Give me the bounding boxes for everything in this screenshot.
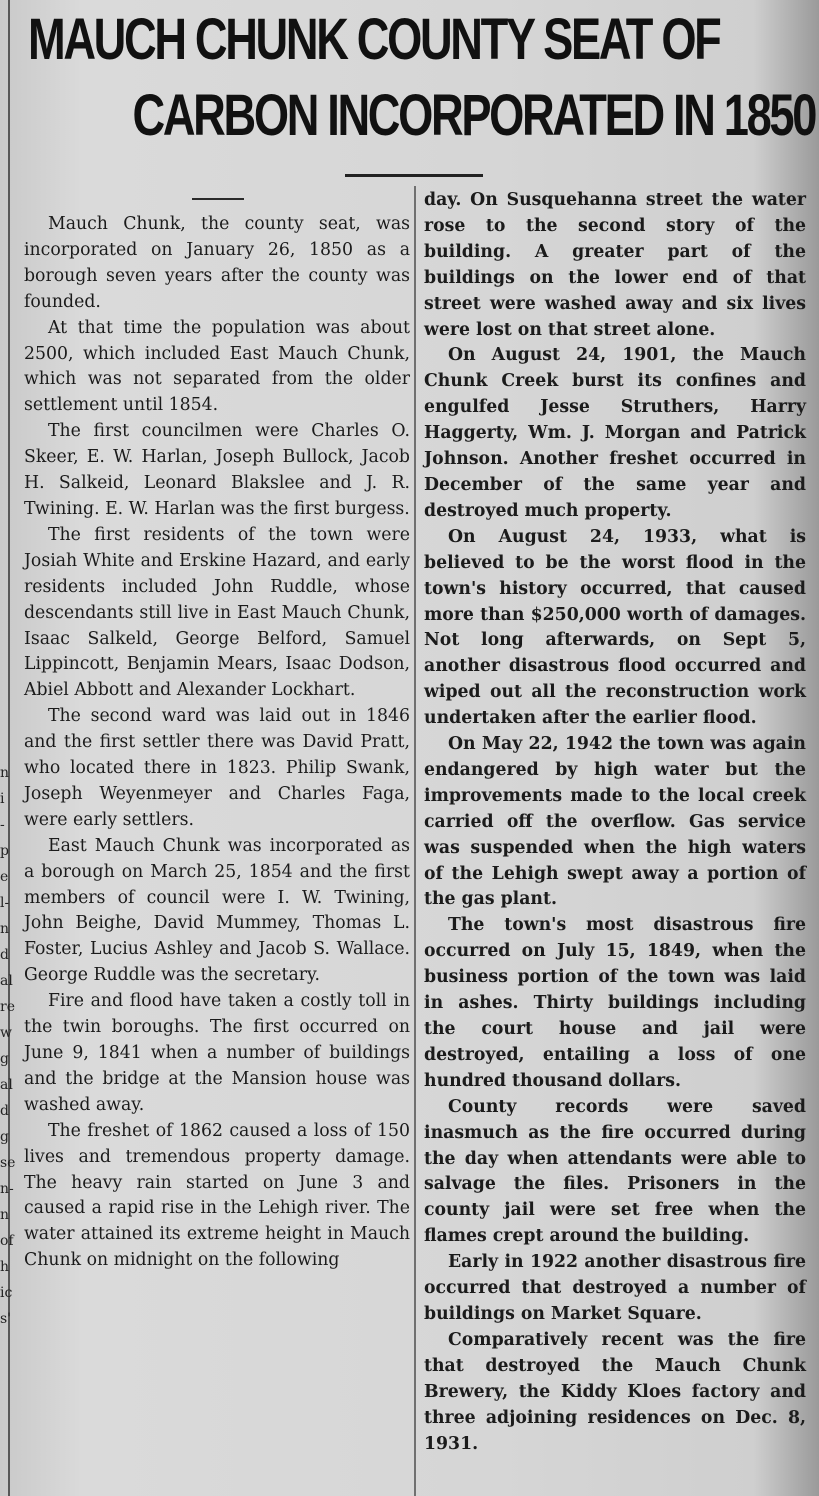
paragraph: East Mauch Chunk was incorporated as a borough on March 25, 1854 and the first members of council were I. W. Twining, John Beighe, David Mummey, Thomas L. Foster, Lucius Ashley and Jacob S. Wallace. George Ruddle was the secretary. bbox=[24, 835, 410, 986]
gutter-fragment: g bbox=[0, 1051, 9, 1067]
gutter-fragment: n bbox=[0, 921, 10, 937]
paragraph: The first councilmen were Charles O. Skeer, E. W. Harlan, Joseph Bullock, Jacob H. Salkeid, Leonard Blakslee and J. R. Twining. E. W. Harlan was the first burgess. bbox=[24, 421, 410, 519]
paragraph: The second ward was laid out in 1846 and the first settler there was David Pratt, who located there in 1823. Philip Swank, Joseph Weyenmeyer and Charles Faga, were early settlers. bbox=[24, 706, 410, 830]
article-column-left bbox=[24, 188, 410, 1274]
gutter-fragment: n bbox=[0, 1207, 10, 1223]
headline-line-2: CARBON INCORPORATED IN 1850 bbox=[132, 83, 815, 148]
section-rule bbox=[192, 198, 244, 200]
paragraph: The freshet of 1862 caused a loss of 150 lives and tremendous property damage. The heavy rain started on June 3 and caused a rapid rise in the Lehigh river. The water attained its extreme height in Mauch Chunk on midnight on the following bbox=[24, 1120, 410, 1271]
gutter-fragment: p bbox=[0, 843, 9, 859]
gutter-fragment: h bbox=[0, 1259, 10, 1275]
gutter-fragment: al bbox=[0, 973, 13, 989]
gutter-fragment: al bbox=[0, 1077, 13, 1093]
paragraph: On May 22, 1942 the town was again endangered by high water but the improvements made to the local creek carried off the overflow. Gas service was suspended when the high waters of the Lehigh swept away a portion of the gas plant. bbox=[424, 734, 806, 910]
gutter-fragment: s' bbox=[0, 1311, 12, 1327]
paragraph: Mauch Chunk, the county seat, was incorporated on January 26, 1850 as a borough seven years after the county was founded. bbox=[24, 214, 410, 312]
gutter-fragment: d bbox=[0, 947, 9, 963]
paragraph: County records were saved inasmuch as the fire occurred during the day when attendants were able to salvage the files. Prisoners in the county jail were set free when the flames crept around the building. bbox=[424, 1096, 806, 1247]
gutter-fragment: i bbox=[0, 791, 5, 807]
gutter-fragment: g bbox=[0, 1129, 9, 1145]
paragraph: day. On Susquehanna street the water rose to the second story of the building. A greater part of the buildings on the lower end of that street were washed away and six lives were lost on that street alone. bbox=[424, 190, 806, 340]
paragraph: At that time the population was about 2500, which included East Mauch Chunk, which was not separated from the older settlement until 1854. bbox=[24, 317, 410, 416]
paragraph: On August 24, 1901, the Mauch Chunk Creek burst its confines and engulfed Jesse Struthers, Harry Haggerty, Wm. J. Morgan and Patrick Johnson. Another freshet occurred in December of the same year and destroyed much property. bbox=[424, 345, 806, 521]
gutter-fragment: se bbox=[0, 1155, 16, 1171]
article-column-right bbox=[424, 188, 806, 1457]
gutter-fragment: of bbox=[0, 1233, 14, 1249]
gutter-fragment: n bbox=[0, 765, 10, 781]
gutter-fragment: l- bbox=[0, 895, 10, 911]
gutter-fragment: n- bbox=[0, 1181, 14, 1197]
gutter-fragment: re bbox=[0, 999, 15, 1015]
paragraph: The first residents of the town were Josiah White and Erskine Hazard, and early residents included John Ruddle, whose descendants still live in East Mauch Chunk, Isaac Salkeld, George Belford, Samuel Lippincott, Benjamin Mears, Isaac Dodson, Abiel Abbott and Alexander Lockhart. bbox=[24, 524, 410, 701]
gutter-fragment: d bbox=[0, 1103, 9, 1119]
paragraph: Fire and flood have taken a costly toll in the twin boroughs. The first occurred on June 9, 1841 when a number of buildings and the bridge at the Mansion house was washed away. bbox=[24, 991, 410, 1115]
headline-rule bbox=[345, 174, 483, 177]
paragraph: Early in 1922 another disastrous fire occurred that destroyed a number of buildings on Market Square. bbox=[424, 1252, 806, 1324]
paragraph: Comparatively recent was the fire that destroyed the Mauch Chunk Brewery, the Kiddy Kloes factory and three adjoining residences on Dec. 8, 1931. bbox=[424, 1329, 806, 1454]
gutter-fragments bbox=[0, 760, 14, 1332]
headline-line-1: MAUCH CHUNK COUNTY SEAT OF bbox=[28, 7, 720, 72]
gutter-fragment: ic bbox=[0, 1285, 13, 1301]
paragraph: On August 24, 1933, what is believed to be the worst flood in the town's history occurred, that caused more than $250,000 worth of damages. Not long afterwards, on Sept 5, another disastrous flood occurred and wiped out all the reconstruction work undertaken after the earlier flood. bbox=[424, 526, 806, 729]
paragraph: The town's most disastrous fire occurred on July 15, 1849, when the business portion of the town was laid in ashes. Thirty buildings including the court house and jail were destroyed, entailing a loss of one hundred thousand dollars. bbox=[424, 915, 806, 1091]
gutter-fragment: - bbox=[0, 817, 5, 833]
headline bbox=[20, 6, 815, 161]
gutter-fragment: e bbox=[0, 869, 9, 885]
gutter-fragment: w bbox=[0, 1025, 12, 1041]
column-divider bbox=[414, 186, 416, 1496]
